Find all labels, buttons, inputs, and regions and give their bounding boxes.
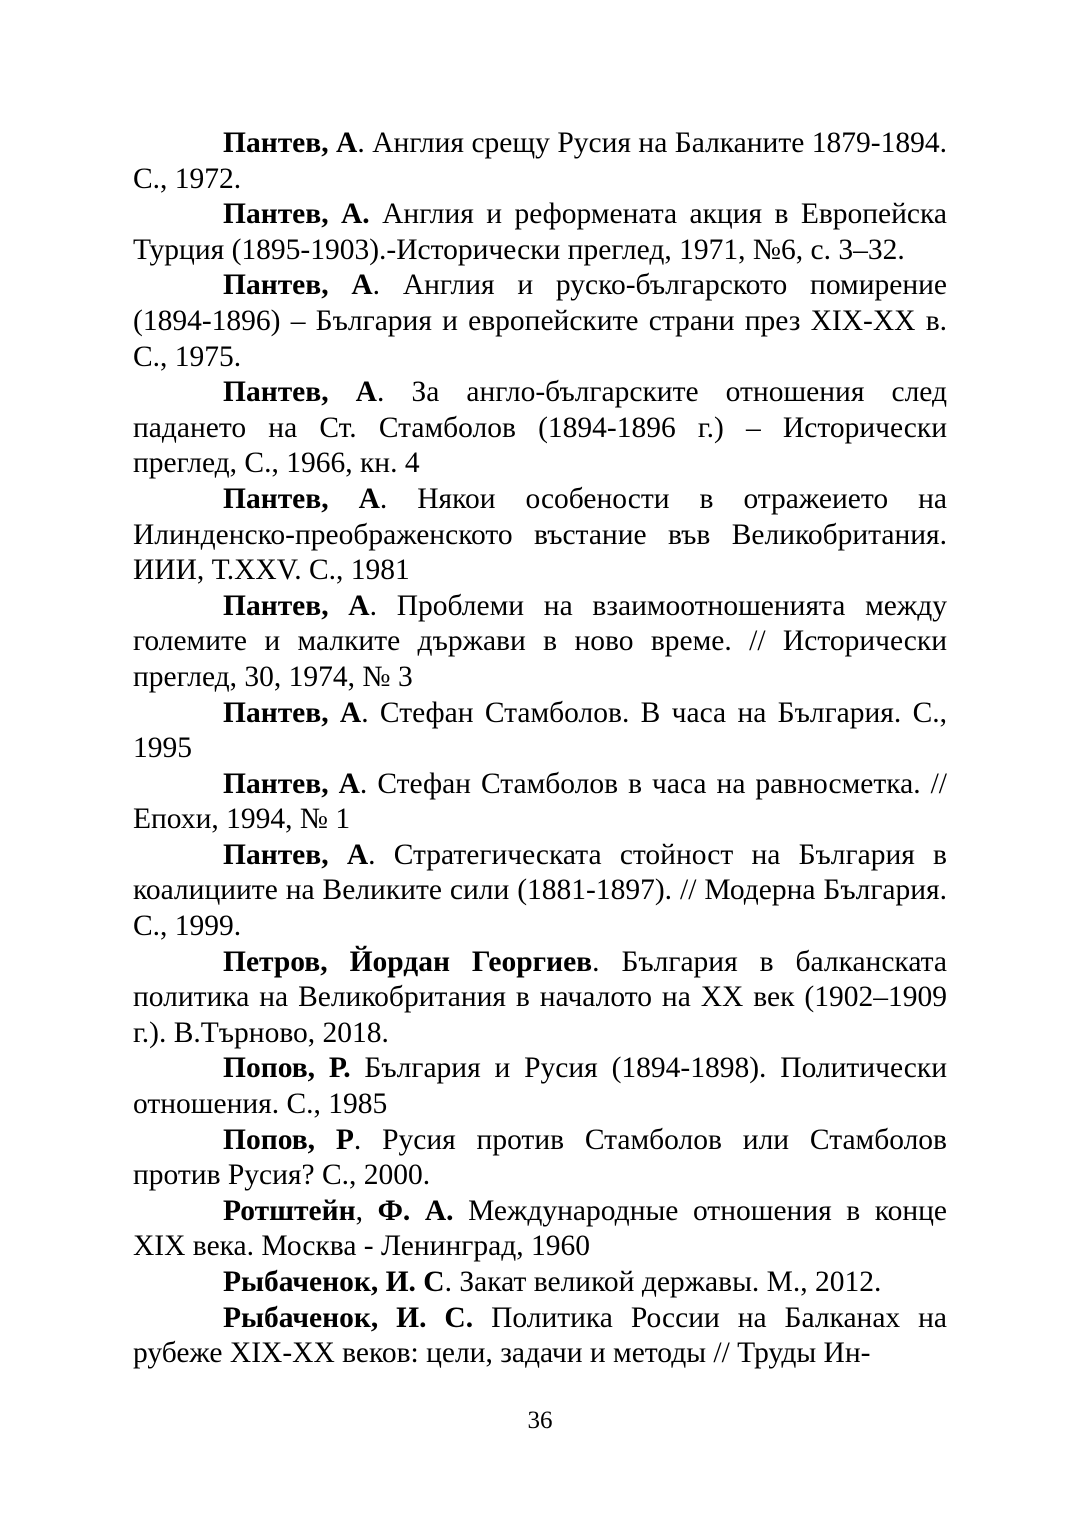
bibliography-entry <box>133 589 947 696</box>
entry-author: Пантев, А <box>223 767 360 800</box>
entry-text: . Стефан Стамболов. В часа на България. С., 1995 <box>133 696 948 765</box>
bibliography-entry <box>133 126 947 197</box>
entry-text: Политика России на Балканах на рубеже XIX-XX веков: цели, задачи и методы // Труды Ин- <box>133 1301 947 1370</box>
bibliography-entry <box>133 1301 947 1372</box>
entry-author: Пантев, А <box>223 696 362 729</box>
entry-author: Рыбаченок, И. С <box>223 1266 445 1298</box>
bibliography-entry <box>133 482 947 589</box>
bibliography-entry <box>133 197 947 268</box>
entry-author: Пантев, А <box>223 589 370 622</box>
bibliography-entry <box>133 1123 947 1194</box>
entry-author: Ротштейн <box>223 1194 356 1227</box>
bibliography-entry <box>133 838 947 945</box>
bibliography-entry <box>133 268 947 375</box>
bibliography-entry <box>133 1051 947 1122</box>
page-number: 36 <box>527 1407 553 1434</box>
bibliography-entry <box>133 1265 947 1301</box>
entry-text: . Англия и руско-българското помирение (1894-1896) – България и европейските страни през XIX-XX в. С., 1975. <box>133 269 947 373</box>
bibliography-entry <box>133 767 947 838</box>
entry-text: . Стратегическата стойност на България в коалициите на Великите сили (1881-1897). // Модерна България. С., 1999. <box>133 838 947 943</box>
entry-author: Пантев, А <box>223 838 369 871</box>
bibliography-entry <box>133 1194 947 1265</box>
entry-text: България и Русия (1894-1898). Политически отношения. С., 1985 <box>133 1052 947 1121</box>
entry-author: Пантев, А <box>223 127 358 159</box>
bibliography-list <box>133 126 947 1372</box>
entry-text: . За англо-българските отношения след падането на Ст. Стамболов (1894-1896 г.) – Исторически преглед, С., 1966, кн. 4 <box>133 376 948 480</box>
entry-author-separator: , <box>355 1194 378 1227</box>
entry-author: Петров, Йордан Георгиев <box>223 945 593 978</box>
entry-text: . България в балканската политика на Великобритания в началото на XX век (1902–1909 г.). В.Търново, 2018. <box>133 945 947 1049</box>
entry-text: . Стефан Стамболов в часа на равносметка. // Епохи, 1994, № 1 <box>133 767 947 836</box>
entry-author: Пантев, А. <box>223 198 370 231</box>
bibliography-entry <box>133 696 947 767</box>
entry-author: Пантев, А <box>223 269 373 302</box>
bibliography-entry <box>133 375 947 482</box>
entry-text: . Русия против Стамболов или Стамболов против Русия? С., 2000. <box>133 1123 947 1192</box>
entry-text: . Англия срещу Русия на Балканите 1879-1894. С., 1972. <box>133 127 947 195</box>
entry-author-initials: Ф. А. <box>377 1194 454 1227</box>
entry-text: . Някои особености в отражеието на Илинденско-преображенското въстание във Великобритания. ИИИ, Т.XXV. С., 1981 <box>133 482 947 587</box>
entry-text: . Проблеми на взаимоотношенията между големите и малките държави в ново време. // Исторически преглед, 30, 1974, № 3 <box>133 589 948 693</box>
entry-text: Англия и реформената акция в Европейска Турция (1895-1903).-Исторически преглед, 1971, №6, с. 3–32. <box>133 198 948 266</box>
bibliography-entry <box>133 945 947 1052</box>
entry-text: . Закат великой державы. М., 2012. <box>444 1266 882 1298</box>
entry-author: Попов, Р. <box>223 1052 351 1085</box>
entry-author: Рыбаченок, И. С. <box>223 1301 474 1334</box>
entry-text: Международные отношения в конце XIX века. Москва - Ленинград, 1960 <box>133 1194 947 1263</box>
entry-author: Попов, Р <box>223 1123 354 1156</box>
entry-author: Пантев, А <box>223 376 377 409</box>
entry-author: Пантев, А <box>223 482 380 515</box>
